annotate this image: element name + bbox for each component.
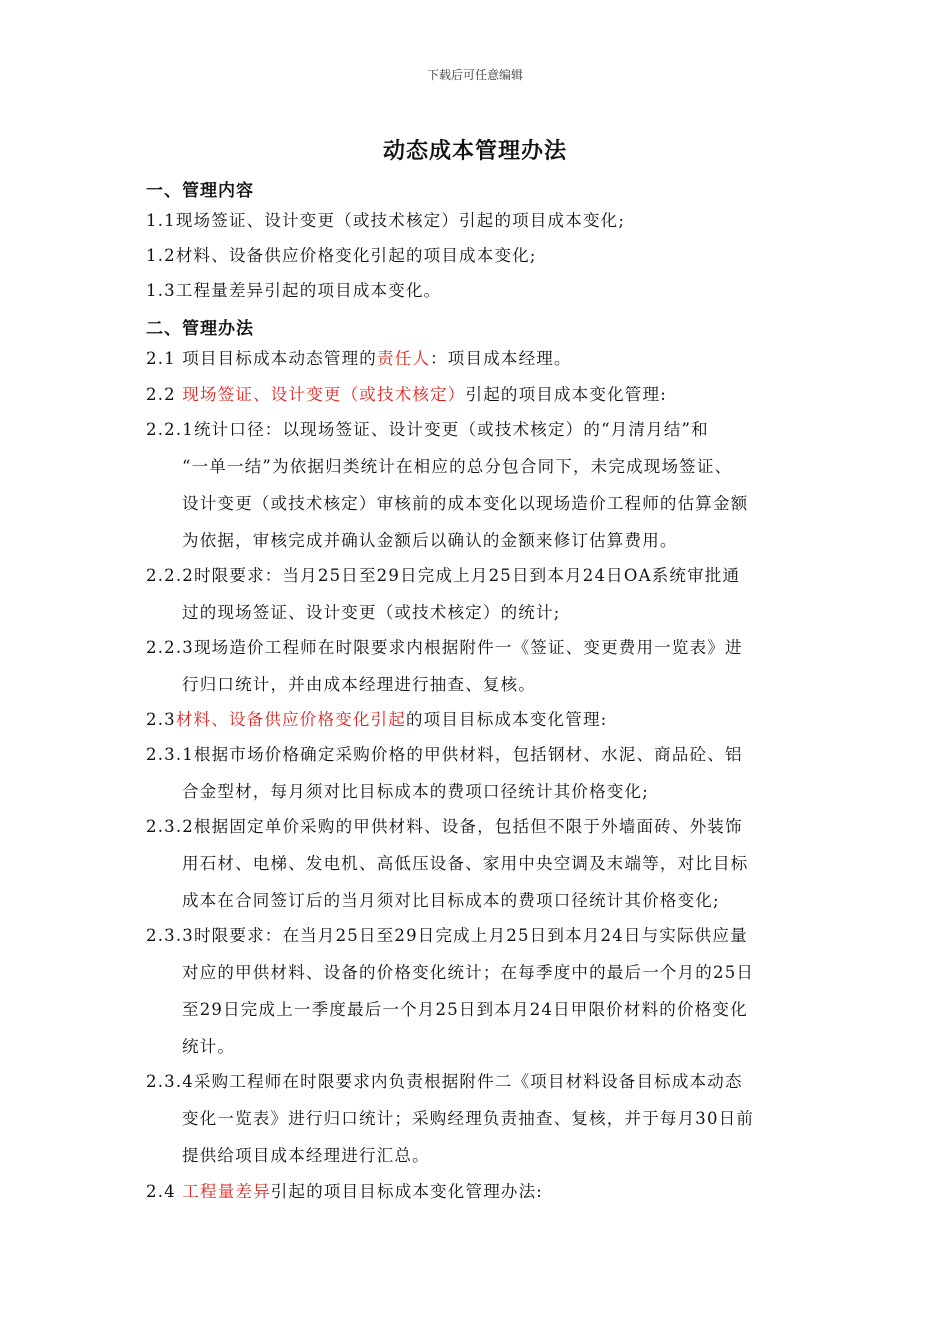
item-2-2-1-line: “一单一结”为依据归类统计在相应的总分包合同下，未完成现场签证、 <box>182 457 733 476</box>
item-2-3-highlight: 材料、设备供应价格变化引起 <box>175 710 406 729</box>
item-2-3-2 <box>146 808 814 919</box>
item-2-2-1-line: 2.2.1统计口径：以现场签证、设计变更（或技术核定）的“月清月结”和 <box>146 420 709 439</box>
item-2-3-3 <box>146 917 814 1065</box>
item-2-3-4 <box>146 1063 814 1174</box>
item-2-3-3-line: 2.3.3时限要求：在当月25日至29日完成上月25日到本月24日与实际供应量 <box>146 926 748 945</box>
item-2-3 <box>146 701 814 738</box>
item-2-2-2-line: 过的现场签证、设计变更（或技术核定）的统计; <box>182 603 561 622</box>
item-1-1: 1.1现场签证、设计变更（或技术核定）引起的项目成本变化; <box>146 211 626 230</box>
item-2-3-2-line: 用石材、电梯、发电机、高低压设备、家用中央空调及末端等，对比目标 <box>182 854 749 873</box>
item-2-2-highlight: 现场签证、设计变更（或技术核定） <box>182 385 466 404</box>
item-2-2 <box>146 376 814 413</box>
item-2-3-1 <box>146 736 814 810</box>
item-2-2-tail: 引起的项目成本变化管理: <box>465 385 667 404</box>
page-header-note: 下载后可任意编辑 <box>426 68 523 82</box>
item-2-2-1-line: 设计变更（或技术核定）审核前的成本变化以现场造价工程师的估算金额 <box>182 494 749 513</box>
item-2-3-text: 2.3 <box>146 710 176 729</box>
item-2-1-highlight: 责任人 <box>377 349 431 368</box>
item-1-3: 1.3工程量差异引起的项目成本变化。 <box>146 281 442 300</box>
item-2-3-4-line: 2.3.4采购工程师在时限要求内负责根据附件二《项目材料设备目标成本动态 <box>146 1072 743 1091</box>
item-2-3-4-line: 变化一览表》进行归口统计；采购经理负责抽查、复核，并于每月30日前 <box>182 1109 755 1128</box>
item-1-2: 1.2材料、设备供应价格变化引起的项目成本变化; <box>146 246 537 265</box>
item-2-2-text: 2.2 <box>146 385 183 404</box>
item-2-3-2-line: 2.3.2根据固定单价采购的甲供材料、设备，包括但不限于外墙面砖、外装饰 <box>146 817 743 836</box>
item-2-4-tail: 引起的项目目标成本变化管理办法: <box>270 1182 544 1201</box>
document-title: 动态成本管理办法 <box>382 138 567 164</box>
item-2-2-3-line: 行归口统计，并由成本经理进行抽查、复核。 <box>182 675 536 694</box>
item-2-3-1-line: 2.3.1根据市场价格确定采购价格的甲供材料，包括钢材、水泥、商品砼、铝 <box>146 745 743 764</box>
item-2-3-1-line: 合金型材，每月须对比目标成本的费项口径统计其价格变化; <box>182 782 649 801</box>
item-2-3-tail: 的项目目标成本变化管理: <box>405 710 608 729</box>
item-2-4-highlight: 工程量差异 <box>182 1182 271 1201</box>
section-2-heading: 二、管理办法 <box>146 319 254 339</box>
item-2-2-3-line: 2.2.3现场造价工程师在时限要求内根据附件一《签证、变更费用一览表》进 <box>146 638 743 657</box>
item-2-3-2-line: 成本在合同签订后的当月须对比目标成本的费项口径统计其价格变化; <box>182 891 720 910</box>
item-2-4-text: 2.4 <box>146 1182 183 1201</box>
item-2-3-3-line: 对应的甲供材料、设备的价格变化统计；在每季度中的最后一个月的25日 <box>182 963 755 982</box>
item-2-2-2 <box>146 557 814 631</box>
item-2-3-4-line: 提供给项目成本经理进行汇总。 <box>182 1146 430 1165</box>
item-2-2-1 <box>146 411 814 559</box>
item-2-1-text: 2.1 项目目标成本动态管理的 <box>146 349 377 368</box>
item-2-1 <box>146 340 814 377</box>
section-1-heading: 一、管理内容 <box>146 181 254 201</box>
item-2-2-3 <box>146 629 814 703</box>
item-2-2-2-line: 2.2.2时限要求：当月25日至29日完成上月25日到本月24日OA系统审批通 <box>146 566 741 585</box>
item-2-2-1-line: 为依据，审核完成并确认金额后以确认的金额来修订估算费用。 <box>182 531 678 550</box>
item-2-1-tail: ：项目成本经理。 <box>430 349 572 368</box>
item-2-3-3-line: 至29日完成上一季度最后一个月25日到本月24日甲限价材料的价格变化 <box>182 1000 748 1019</box>
item-2-3-3-line: 统计。 <box>182 1037 236 1056</box>
item-2-4 <box>146 1173 814 1210</box>
